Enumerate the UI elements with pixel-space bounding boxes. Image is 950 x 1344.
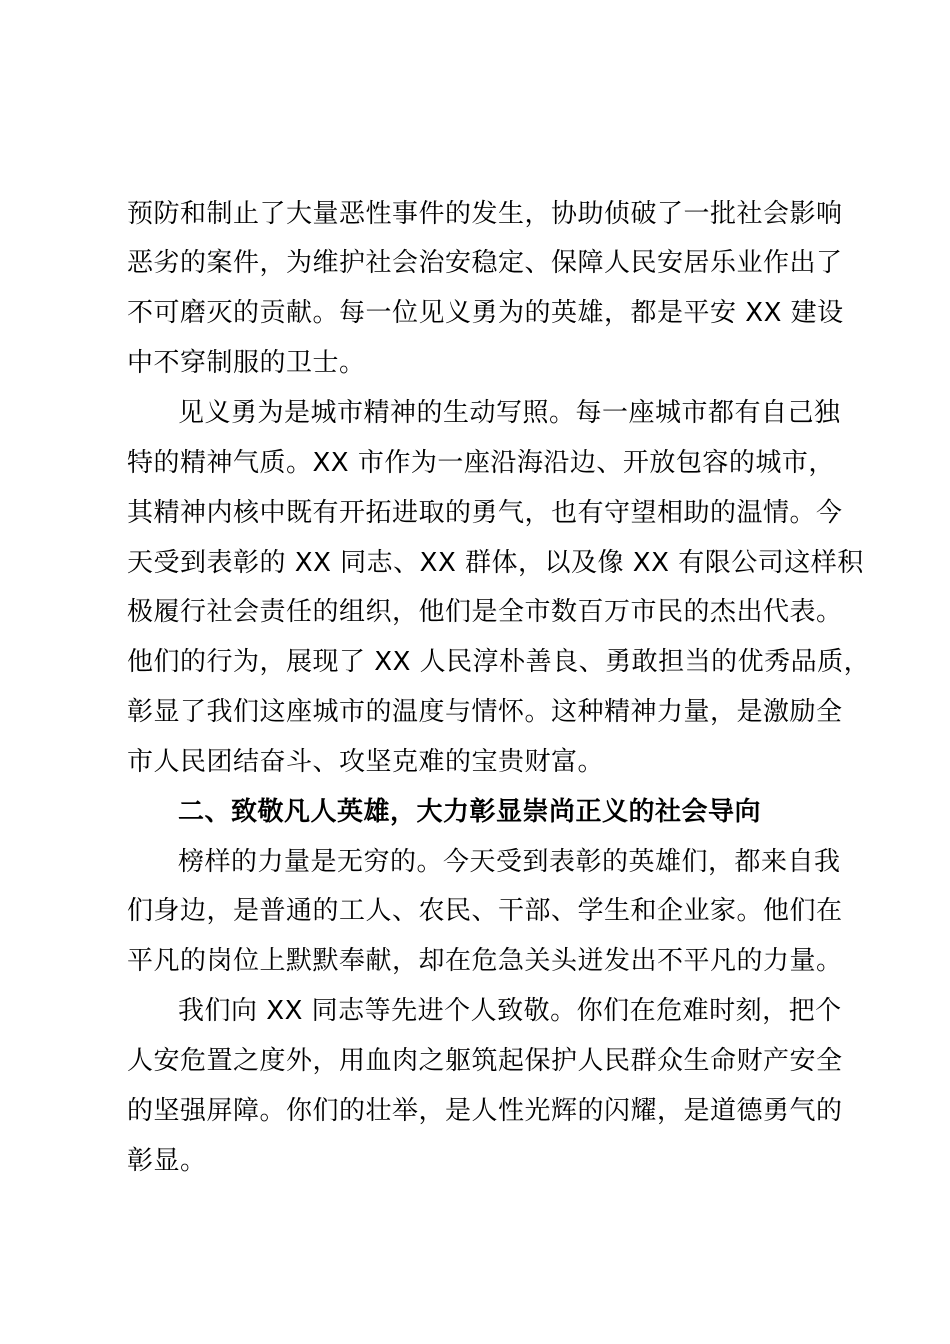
body-text-line: 彰显。 [127,1146,207,1176]
body-text-line: 预防和制止了大量恶性事件的发生，协助侦破了一批社会影响 [127,199,843,229]
body-text-line: 他们的行为，展现了 XX 人民淳朴善良、勇敢担当的优秀品质， [127,647,871,677]
body-text-line: 天受到表彰的 XX 同志、XX 群体，以及像 XX 有限公司这样积 [127,548,864,578]
body-text-line: 们身边，是普通的工人、农民、干部、学生和企业家。他们在 [127,896,843,926]
body-text-line: 人安危置之度外，用血肉之躯筑起保护人民群众生命财产安全 [127,1046,843,1076]
body-text-line: 其精神内核中既有开拓进取的勇气，也有守望相助的温情。今 [127,498,843,528]
body-text-line: 彰显了我们这座城市的温度与情怀。这种精神力量，是激励全 [127,697,843,727]
body-text-line: 特的精神气质。XX 市作为一座沿海沿边、开放包容的城市， [127,448,835,478]
paragraph-first-line: 我们向 XX 同志等先进个人致敬。你们在危难时刻，把个 [178,996,842,1026]
body-text-line: 不可磨灭的贡献。每一位见义勇为的英雄，都是平安 XX 建设 [127,298,844,328]
body-text-line: 平凡的岗位上默默奉献，却在危急关头迸发出不平凡的力量。 [127,946,843,976]
body-text-line: 的坚强屏障。你们的壮举，是人性光辉的闪耀，是道德勇气的 [127,1096,843,1126]
section-heading: 二、致敬凡人英雄，大力彰显崇尚正义的社会导向 [178,797,762,827]
body-text-line: 市人民团结奋斗、攻坚克难的宝贵财富。 [127,747,605,777]
body-text-line: 极履行社会责任的组织，他们是全市数百万市民的杰出代表。 [127,597,843,627]
paragraph-first-line: 见义勇为是城市精神的生动写照。每一座城市都有自己独 [178,398,841,428]
paragraph-first-line: 榜样的力量是无穷的。今天受到表彰的英雄们，都来自我 [178,847,841,877]
body-text-line: 中不穿制服的卫士。 [127,348,366,378]
body-text-line: 恶劣的案件，为维护社会治安稳定、保障人民安居乐业作出了 [127,248,843,278]
